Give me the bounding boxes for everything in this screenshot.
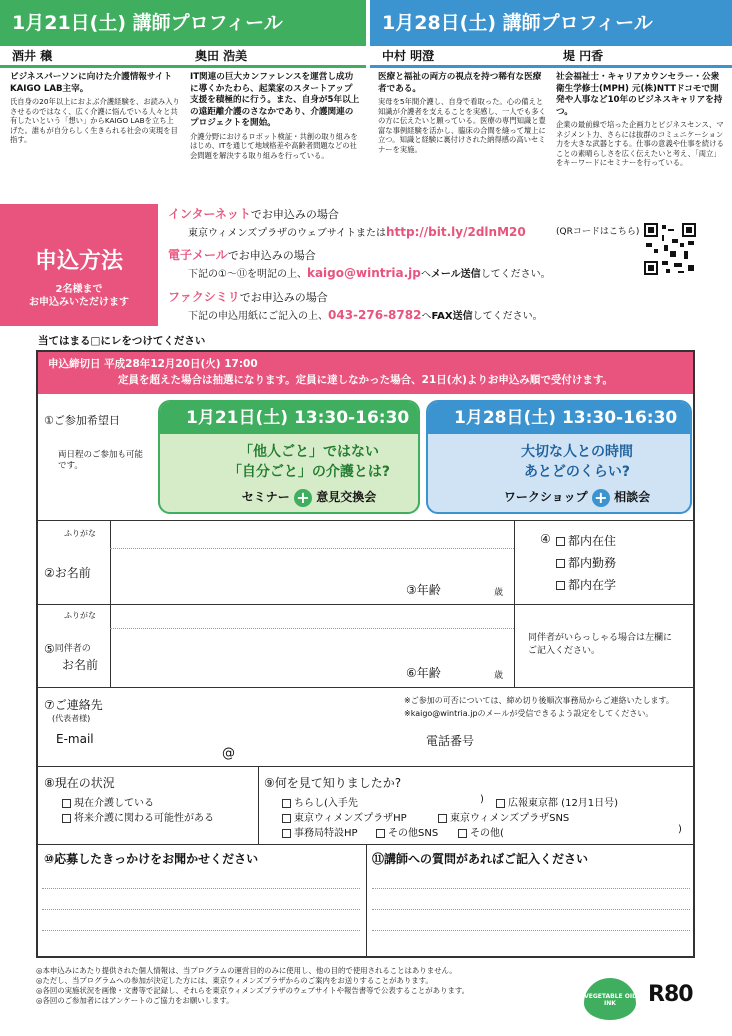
r80-logo: R80 [648, 982, 693, 1007]
q9-option-plaza-sns[interactable]: 東京ウィメンズプラザSNS [438, 809, 569, 824]
furigana-label: ふりがな [64, 529, 96, 538]
session-a-date: 1月21日(土) 13:30-16:30 [160, 402, 418, 434]
session-a-kind: セミナー + 意見交換会 [241, 487, 377, 507]
q7-note: ※ご参加の可否については、締め切り後順次事務局からご連絡いたします。 [404, 696, 674, 705]
session-b-card [426, 400, 692, 514]
lecturer-name: 奥田 浩美 [195, 49, 248, 63]
age-unit: 歳 [494, 671, 504, 681]
email-desc: 下記の①〜⑪を明記の上、kaigo@wintria.jpへメール送信してください。 [188, 266, 551, 280]
session-b-kind: ワークショップ + 相談会 [503, 487, 651, 507]
qr-code-icon[interactable] [644, 223, 696, 275]
vegetable-oil-ink-logo: VEGETABLE OIL INK [584, 978, 636, 1020]
session-a-title: 「他人ごと」ではない 「自分ごと」の介護とは? [227, 444, 391, 480]
q7-note: ※kaigo@wintria.jpのメールが受信できるよう設定をしてください。 [404, 709, 654, 718]
age-unit: 歳 [494, 588, 504, 598]
q10-textarea[interactable] [42, 870, 360, 954]
at-sign: @ [222, 746, 235, 761]
q4-option-student[interactable]: 都内在学 [556, 576, 616, 593]
q4-option-worker[interactable]: 都内勤務 [556, 554, 616, 571]
lecturer-name: 堤 円香 [563, 49, 604, 63]
session-a-card [158, 400, 420, 514]
session-b-title: 大切な人との時間 あとどのくらい? [521, 444, 633, 480]
q9-option-office-hp[interactable]: 事務局特設HP [282, 824, 358, 839]
phone-input[interactable] [498, 730, 688, 758]
q2-label: ②お名前 [44, 566, 91, 580]
q9-option-other[interactable]: その他( [458, 824, 504, 839]
phone-label: 電話番号 [426, 734, 475, 748]
plus-icon: + [592, 489, 610, 507]
q6-label: ⑥年齢 [406, 666, 441, 680]
apply-title: 申込方法 [34, 249, 123, 274]
lecturer-bio: 医療と福祉の両方の視点を持つ稀有な医療者である。 実母を5年間介護し、自身で看取った。心の備えと知識が介護者を支えることを実感し、一人でも多くの方に伝えたいと願っている。医療の専門知識と豊富な事例経験を活かし、臨床の合間を縫って壇上に立つ。知識と経験に裏付けされた納得感の高いセミナーを実施。 [378, 72, 546, 154]
application-form [36, 350, 695, 958]
q3-label: ③年齢 [406, 583, 441, 597]
q11-label: ⑪講師への質問があればご記入ください [372, 852, 589, 866]
lecturer-bio: IT関連の巨大カンファレンスを運営し成功に導くかたわら、起業家のスタートアップ支援を積極的に行う。また、自身が5年以上の遠距離介護のさなかであり、介護関連のプロジェクトを開始。 介護分野におけるロボット検証・共創の取り組みをはじめ、ITを通じて地域格差や高齢者問題などの社会問題を解決する取り組みを行っている。 [190, 72, 360, 160]
q1-label: ①ご参加希望日 [44, 414, 120, 427]
apply-url-link[interactable]: http://bit.ly/2dlnM20 [386, 225, 526, 239]
q4-option-resident[interactable]: 都内在住 [556, 532, 616, 549]
deadline-banner: 申込締切日 平成28年12月20日(火) 17:00 定員を超えた場合は抽選になります。定員に達しなかった場合、21日(水)よりお申込み順で受付けます。 [38, 352, 693, 394]
check-instruction: 当てはまる□にレをつけてください [38, 335, 206, 347]
q9-label: ⑨何を見て知りましたか? [264, 776, 402, 790]
q9-paren-close: ) [678, 824, 682, 835]
header-session-a: 1月21日(土) 講師プロフィール [0, 0, 366, 46]
furigana-label: ふりがな [64, 611, 96, 620]
q9-option-koho[interactable]: 広報東京都 (12月1日号) [496, 794, 618, 809]
q4-label: ④ [540, 532, 551, 546]
q11-textarea[interactable] [372, 870, 690, 954]
q1-note: 両日程のご参加も可能です。 [58, 450, 144, 472]
email-label: E-mail [56, 732, 94, 746]
name-field[interactable] [128, 558, 398, 598]
lecturer-names-b [370, 46, 732, 68]
lecturer-bio: 社会福祉士・キャリアカウンセラー・公衆衛生学修士(MPH) 元(株)NTTドコモで開発や人事など10年のビジネスキャリアを持つ。 企業の最前線で培った企画力とビジネスセンス、マネジメント力、さらには抜群のコミュニケーション力を大きな武器とする。仕事の意義や仕事を続けることの素晴らしさを広く伝えたいと考え、「両立」をキーワードにセミナーを行っている。 [556, 72, 724, 168]
fax-number: 043-276-8782 [328, 308, 422, 322]
plus-icon: + [294, 489, 312, 507]
apply-method-box [0, 204, 158, 326]
q8-option-future[interactable]: 将来介護に関わる可能性がある [62, 809, 214, 824]
q9-option-plaza-hp[interactable]: 東京ウィメンズプラザHP [282, 809, 407, 824]
companion-name-field[interactable] [128, 636, 398, 680]
header-session-b: 1月28日(土) 講師プロフィール [370, 0, 732, 46]
q10-label: ⑩応募したきっかけをお聞かせください [44, 852, 259, 866]
q9-option-other-sns[interactable]: その他SNS [376, 824, 438, 839]
q9-paren-close: ) [480, 794, 484, 805]
email-address-link[interactable]: kaigo@wintria.jp [306, 266, 421, 280]
email-heading: 電子メールでお申込みの場合 [168, 248, 316, 262]
email-input[interactable] [118, 730, 398, 758]
q8-label: ⑧現在の状況 [44, 776, 115, 790]
q7-sub: (代表者様) [52, 714, 91, 723]
session-b-date: 1月28日(土) 13:30-16:30 [428, 402, 690, 434]
internet-desc: 東京ウィメンズプラザのウェブサイトまたはhttp://bit.ly/2dlnM20 [188, 225, 526, 239]
fax-heading: ファクシミリでお申込みの場合 [168, 290, 328, 304]
qr-note: (QRコードはこちら) [556, 227, 640, 237]
lecturer-name: 中村 明澄 [382, 49, 435, 63]
q9-option-flyer[interactable]: ちらし(入手先 [282, 794, 358, 809]
lecturer-name: 酒井 穣 [12, 49, 53, 63]
q7-label: ⑦ご連絡先 [44, 698, 103, 712]
apply-subtitle: 2名様まで お申込みいただけます [29, 284, 129, 308]
q8-option-caring[interactable]: 現在介護している [62, 794, 154, 809]
q5-label: ⑤同伴者の お名前 [44, 642, 99, 672]
name-furigana-field[interactable] [128, 540, 504, 560]
fax-desc: 下記の申込用紙にご記入の上、043-276-8782へFAX送信してください。 [188, 308, 543, 322]
lecturer-bio: ビジネスパーソンに向けた介護情報サイトKAIGO LAB主宰。 氏自身の20年以上におよぶ介護経験を、お読み入りさせるのではなく、広く介護に悩んでいる人々と共有したいという「想い」からKAIGO LABを立ち上げた。誰もが自分らしく生きられる社会の実現を目指す。 [10, 72, 180, 145]
lecturer-names-a [0, 46, 366, 68]
footer-notes: ◎本申込みにあたり提供された個人情報は、当プログラムの運営目的のみに使用し、他の目的で使用されることはありません。 ◎ただし、当プログラムへの参加が決定した方には、東京ウィメンズプラザからのご案内をお送りすることがあります。 ◎各回の実施状況を画像・文書等で記録し、それらを東京ウィメンズプラザのウェブサイトや報告書等で公表することがあります。 ◎各回のご参加者にはアンケートのご協力をお願いします。 [36, 966, 470, 1005]
companion-note: 同伴者がいらっしゃる場合は左欄にご記入ください。 [528, 633, 673, 656]
internet-heading: インターネットでお申込みの場合 [168, 207, 339, 221]
